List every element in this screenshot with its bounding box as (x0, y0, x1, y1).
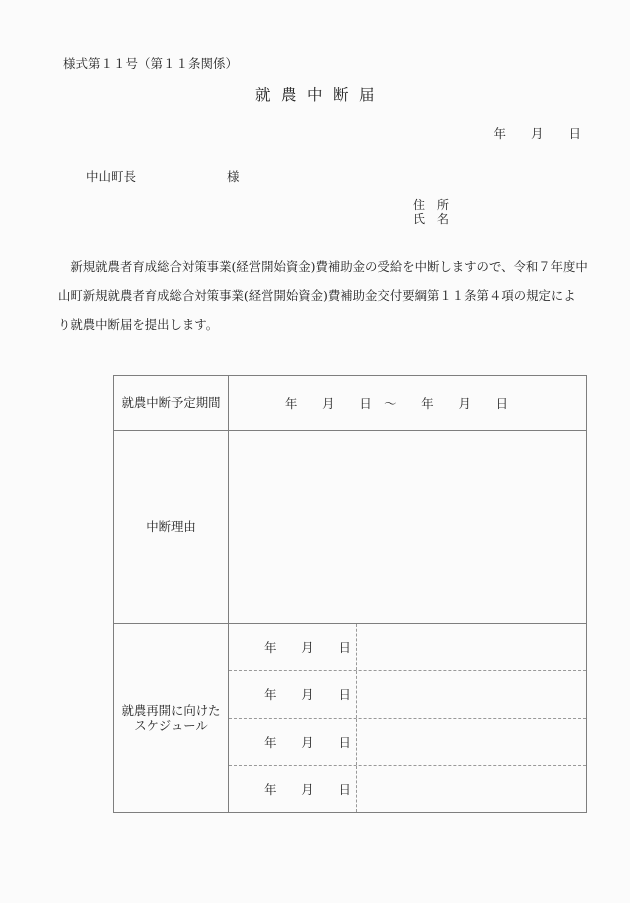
form-number: 様式第１１号（第１１条関係） (63, 56, 239, 71)
schedule-entry (229, 718, 586, 765)
period-value-cell (229, 376, 586, 430)
reason-row (114, 430, 586, 623)
reason-label-cell (114, 431, 229, 623)
applicant-block (413, 199, 449, 226)
body-line: 新規就農者育成総合対策事業(経営開始資金)費補助金の受給を中断しますので、令和７年度中 (58, 259, 588, 274)
schedule-date-field: 年 月 日 (229, 624, 357, 670)
addressee-name: 中山町長 (86, 169, 137, 184)
period-row (114, 376, 586, 430)
schedule-date-field: 年 月 日 (229, 671, 357, 717)
schedule-label-cell (114, 624, 229, 812)
schedule-detail-area (357, 766, 586, 812)
schedule-entry (229, 670, 586, 717)
schedule-label-line1: 就農再開に向けた (121, 702, 221, 718)
period-date-range: 年 月 日 ～ 年 月 日 (284, 396, 509, 411)
body-line: り就農中断届を提出します。 (58, 316, 219, 332)
schedule-detail-area (357, 719, 586, 765)
body-paragraph (58, 253, 588, 339)
addressee-row (86, 167, 240, 185)
schedule-entry (229, 624, 586, 670)
reason-input-area (229, 431, 586, 623)
schedule-entries (229, 624, 586, 812)
address-label: 住 所 (413, 198, 450, 212)
body-line: 山町新規就農者育成総合対策事業(経営開始資金)費補助金交付要綱第１１条第４項の規定によ (58, 287, 576, 303)
schedule-row (114, 623, 586, 812)
period-label-cell (114, 376, 229, 430)
schedule-date-field: 年 月 日 (229, 766, 357, 812)
name-label: 氏 名 (413, 211, 450, 226)
addressee-honorific: 様 (227, 169, 240, 184)
schedule-entry (229, 765, 586, 812)
schedule-detail-area (357, 624, 586, 670)
schedule-detail-area (357, 671, 586, 717)
schedule-label-line2: スケジュール (134, 718, 208, 733)
document-title: 就農中断届 (254, 86, 385, 104)
period-label: 就農中断予定期間 (121, 395, 221, 411)
schedule-date-field: 年 月 日 (229, 719, 357, 765)
interruption-form-table (113, 375, 587, 813)
submission-date-line: 年 月 日 (493, 126, 581, 141)
reason-label: 中断理由 (146, 519, 196, 535)
